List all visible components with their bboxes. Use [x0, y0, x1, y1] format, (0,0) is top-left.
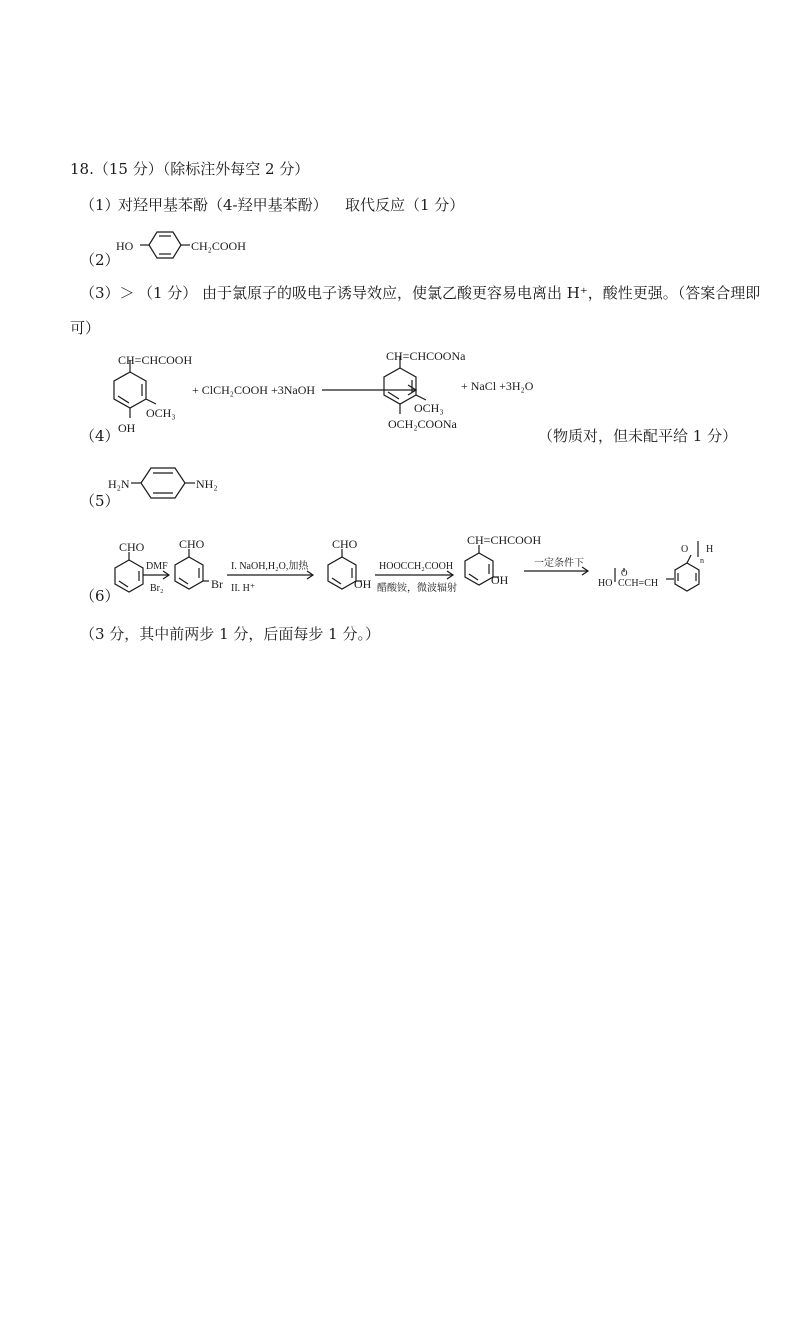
part4-note: （物质对，但未配平给 1 分） — [538, 427, 738, 445]
part6-scoring-note: （3 分，其中前两步 1 分，后面每步 1 分。） — [80, 625, 380, 643]
part1-answer: 对羟甲基苯酚（4-羟甲基苯酚） — [118, 196, 328, 214]
part6-polymer-ho: HO — [598, 578, 613, 589]
part5-label: （5） — [80, 492, 120, 510]
part6-polymer-h: H — [706, 544, 714, 555]
part2-side-chain: CH₂COOH — [191, 239, 246, 253]
part6-step1-reagent: DMF — [146, 561, 168, 572]
part5-right-amine: NH₂ — [196, 477, 218, 491]
part4-label: （4） — [80, 427, 120, 445]
part6-step1-halogen: Br₂ — [150, 583, 164, 594]
part2-benzene-ring — [140, 228, 190, 262]
part6-polymer-chain: CCH=CH — [618, 578, 659, 589]
question-header: 18.（15 分）（除标注外每空 2 分） — [70, 160, 310, 178]
part5-benzene-ring — [131, 464, 195, 502]
part1-answer-reaction-type: 取代反应（1 分） — [345, 196, 465, 214]
part4-reactant-oh: OH — [118, 421, 136, 435]
part6-compound4-oh: OH — [491, 573, 509, 587]
part4-product-side-chain: CH=CHCOONa — [386, 349, 466, 363]
part6-step2-reagent: I. NaOH,H₂O,加热 — [231, 561, 309, 572]
part6-polymer-ether-o: O — [681, 544, 689, 555]
part6-label: （6） — [80, 587, 120, 605]
part3-label: （3）＞ — [80, 284, 135, 302]
part5-left-amine: H₂N — [108, 477, 130, 491]
part6-compound2-br: Br — [211, 577, 223, 591]
part6-step2-acid: II. H⁺ — [231, 583, 256, 594]
part4-reactant-och3: OCH₃ — [146, 406, 176, 420]
part2-label: （2） — [80, 251, 120, 269]
part6-polymer-ring — [612, 546, 702, 596]
part6-step3-reagent: HOOCCH₂COOH — [379, 561, 454, 572]
part6-polymer-carbonyl-o: O — [621, 568, 628, 578]
part6-compound2-cho: CHO — [179, 537, 205, 551]
part3-explanation: 由于氯原子的吸电子诱导效应，使氯乙酸更容易电离出 H⁺，酸性更强。（答案合理即 — [202, 284, 761, 302]
part2-ho-text: HO — [116, 239, 134, 253]
part1-label: （1） — [80, 196, 120, 214]
part4-byproducts: + NaCl +3H₂O — [461, 379, 534, 393]
part6-compound1-cho: CHO — [119, 540, 145, 554]
part6-polymer-n: n — [700, 556, 704, 565]
part6-compound3-oh: OH — [354, 577, 372, 591]
part4-reagents: + ClCH₂COOH +3NaOH — [192, 383, 316, 397]
part6-step4-conditions: 一定条件下 — [534, 558, 584, 569]
part4-reactant-side-chain: CH=CHCOOH — [118, 353, 193, 367]
part4-product-ether: OCH₂COONa — [388, 417, 457, 431]
part6-step3-conditions: 醋酸铵，微波辐射 — [377, 583, 457, 594]
part4-product-och3: OCH₃ — [414, 401, 444, 415]
part6-compound4-side-chain: CH=CHCOOH — [467, 533, 542, 547]
part3-explanation-continued: 可） — [70, 319, 101, 337]
part3-score: （1 分） — [138, 284, 198, 302]
part6-compound3-cho: CHO — [332, 537, 358, 551]
